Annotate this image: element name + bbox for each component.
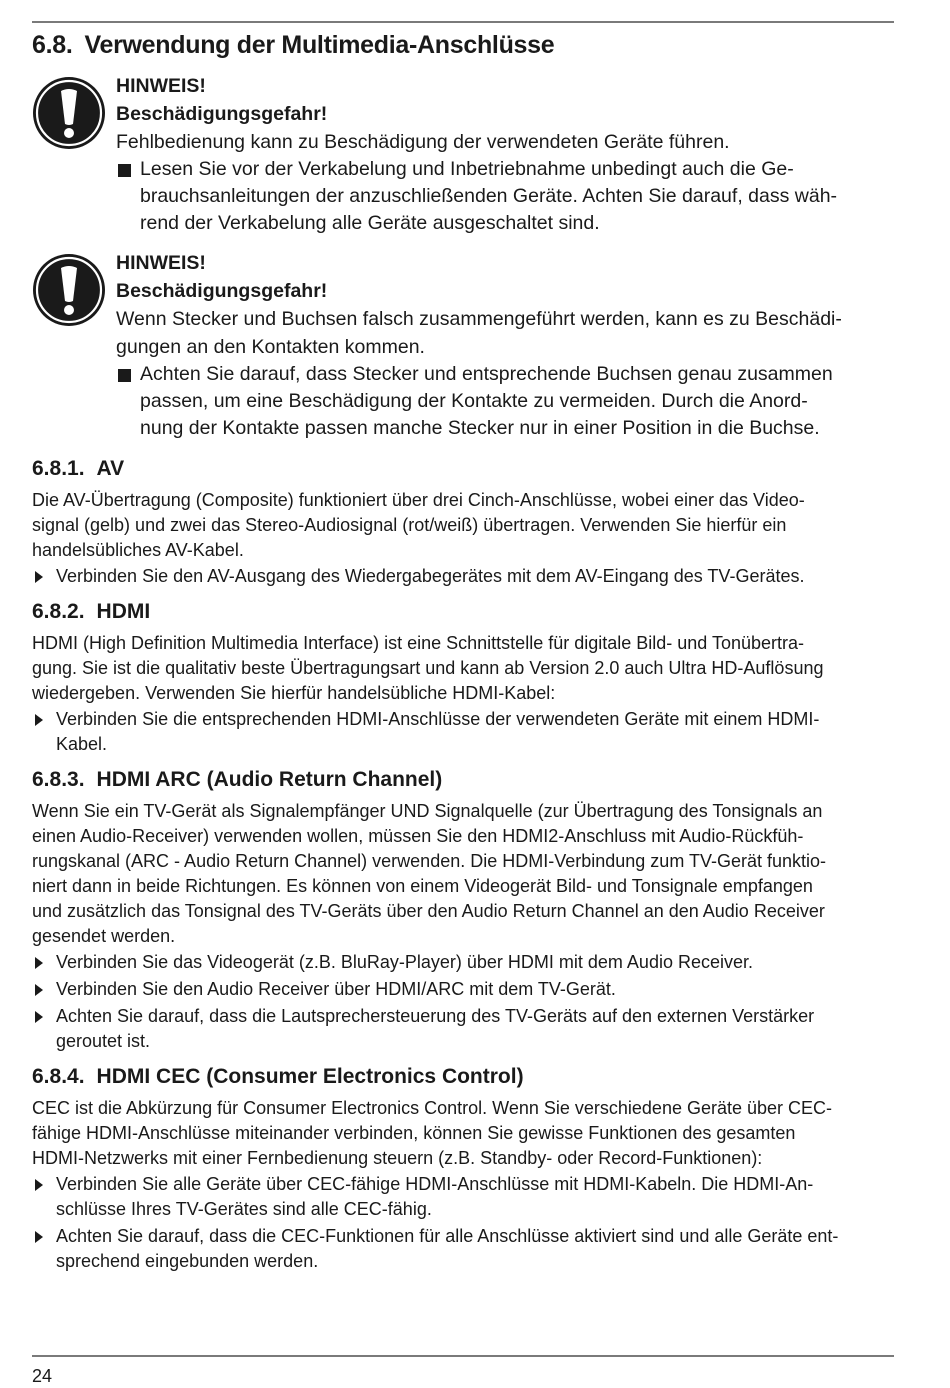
body-text-line: gesendet werden. bbox=[32, 926, 176, 946]
notice-box bbox=[32, 249, 894, 442]
triangle-bullet-icon bbox=[35, 1011, 43, 1023]
body-text-line: einen Audio-Receiver) verwenden wollen, müssen Sie den HDMI2-Anschluss mit Audio-Rückfüh- bbox=[32, 826, 804, 846]
subsections bbox=[32, 454, 894, 1274]
square-bullet-icon bbox=[118, 369, 131, 382]
body-text-line: wiedergeben. Verwenden Sie hierfür handelsübliche HDMI-Kabel: bbox=[32, 683, 556, 703]
instruction-item bbox=[32, 1004, 894, 1054]
square-bullet-icon bbox=[118, 164, 131, 177]
instruction-line: Kabel. bbox=[56, 734, 108, 754]
instruction-line: Verbinden Sie alle Geräte über CEC-fähige HDMI-Anschlüsse mit HDMI-Kabeln. Die HDMI-An- bbox=[56, 1174, 814, 1194]
instruction-item bbox=[32, 1224, 894, 1274]
subsection-title-text: AV bbox=[96, 457, 125, 480]
instruction-line: Verbinden Sie den AV-Ausgang des Wiedergabegerätes mit dem AV-Eingang des TV-Gerätes. bbox=[56, 566, 805, 586]
subsection-title-text: HDMI ARC (Audio Return Channel) bbox=[96, 768, 443, 791]
exclamation-warning-icon bbox=[32, 253, 106, 327]
notice-box bbox=[32, 72, 894, 237]
notice-list-text: nung der Kontakte passen manche Stecker nur in einer Position in die Buchse. bbox=[140, 417, 820, 439]
notice-heading: HINWEIS! bbox=[116, 75, 206, 97]
notice-list-text: Achten Sie darauf, dass Stecker und entsprechende Buchsen genau zusammen bbox=[140, 363, 833, 385]
instruction-list bbox=[32, 950, 894, 1054]
triangle-bullet-icon bbox=[35, 957, 43, 969]
notice-list-line bbox=[116, 210, 894, 237]
notice-text-line: Fehlbedienung kann zu Beschädigung der verwendeten Geräte führen. bbox=[116, 131, 730, 153]
page-number: 24 bbox=[32, 1366, 53, 1386]
instruction-line: Achten Sie darauf, dass die CEC-Funktionen für alle Anschlüsse aktiviert sind und alle Geräte ent- bbox=[56, 1226, 839, 1246]
section-title bbox=[32, 28, 894, 62]
instruction-item bbox=[32, 707, 894, 757]
exclamation-warning-icon bbox=[32, 76, 106, 150]
instruction-list bbox=[32, 564, 894, 589]
body-text-line: rungskanal (ARC - Audio Return Channel) verwenden. Die HDMI-Verbindung zum TV-Gerät funktio- bbox=[32, 851, 827, 871]
top-rule bbox=[32, 21, 894, 23]
subsection-title-text: HDMI bbox=[96, 600, 151, 623]
instruction-list bbox=[32, 707, 894, 757]
instruction-item bbox=[32, 977, 894, 1002]
subsection-number: 6.8.4. bbox=[32, 1065, 85, 1088]
instruction-line: geroutet ist. bbox=[56, 1031, 151, 1051]
instruction-item bbox=[32, 1172, 894, 1222]
notice-list-text: brauchsanleitungen der anzuschließenden Geräte. Achten Sie darauf, dass wäh- bbox=[140, 185, 838, 207]
body-text-line: und zusätzlich das Tonsignal des TV-Geräts über den Audio Return Channel an den Audio Receiver bbox=[32, 901, 825, 921]
body-text-line: signal (gelb) und zwei das Stereo-Audiosignal (rot/weiß) übertragen. Verwenden Sie hierfür ein bbox=[32, 515, 787, 535]
subsection-title bbox=[32, 454, 894, 484]
instruction-line: schlüsse Ihres TV-Gerätes sind alle CEC-fähig. bbox=[56, 1199, 432, 1219]
subsection-title-text: HDMI CEC (Consumer Electronics Control) bbox=[96, 1065, 524, 1088]
body-text-line: fähige HDMI-Anschlüsse miteinander verbinden, können Sie gewisse Funktionen des gesamten bbox=[32, 1123, 796, 1143]
notice-list-line bbox=[116, 361, 894, 388]
triangle-bullet-icon bbox=[35, 714, 43, 726]
subsection-number: 6.8.1. bbox=[32, 457, 85, 480]
notice-list-line bbox=[116, 183, 894, 210]
notice-list-line bbox=[116, 388, 894, 415]
notice-subheading: Beschädigungsgefahr! bbox=[116, 280, 328, 302]
instruction-line: Verbinden Sie die entsprechenden HDMI-Anschlüsse der verwendeten Geräte mit einem HDMI- bbox=[56, 709, 820, 729]
subsection-title bbox=[32, 1062, 894, 1092]
notice-text-line: Wenn Stecker und Buchsen falsch zusammengeführt werden, kann es zu Beschädi- bbox=[116, 308, 842, 330]
body-text-line: Die AV-Übertragung (Composite) funktioniert über drei Cinch-Anschlüsse, wobei einer das Video- bbox=[32, 490, 805, 510]
body-text-line: HDMI-Netzwerks mit einer Fernbedienung steuern (z.B. Standby- oder Record-Funktionen): bbox=[32, 1148, 763, 1168]
body-text-line: handelsübliches AV-Kabel. bbox=[32, 540, 244, 560]
subsection-title bbox=[32, 597, 894, 627]
subsection-title bbox=[32, 765, 894, 795]
subsection-number: 6.8.3. bbox=[32, 768, 85, 791]
notice-heading: HINWEIS! bbox=[116, 252, 206, 274]
notice-list-text: rend der Verkabelung alle Geräte ausgeschaltet sind. bbox=[140, 212, 600, 234]
instruction-item bbox=[32, 564, 894, 589]
triangle-bullet-icon bbox=[35, 571, 43, 583]
notices bbox=[32, 72, 894, 442]
bottom-rule bbox=[32, 1355, 894, 1357]
instruction-item bbox=[32, 950, 894, 975]
section-title-text: Verwendung der Multimedia-Anschlüsse bbox=[84, 31, 555, 59]
instruction-line: Achten Sie darauf, dass die Lautsprechersteuerung des TV-Geräts auf den externen Verstärker bbox=[56, 1006, 815, 1026]
instruction-line: Verbinden Sie den Audio Receiver über HDMI/ARC mit dem TV-Gerät. bbox=[56, 979, 616, 999]
triangle-bullet-icon bbox=[35, 1179, 43, 1191]
instruction-list bbox=[32, 1172, 894, 1274]
notice-subheading: Beschädigungsgefahr! bbox=[116, 103, 328, 125]
body-text-line: HDMI (High Definition Multimedia Interface) ist eine Schnittstelle für digitale Bild- und Tonübertra- bbox=[32, 633, 805, 653]
notice-list-text: Lesen Sie vor der Verkabelung und Inbetriebnahme unbedingt auch die Ge- bbox=[140, 158, 794, 180]
notice-list-line bbox=[116, 156, 894, 183]
subsection-number: 6.8.2. bbox=[32, 600, 85, 623]
section-number: 6.8. bbox=[32, 31, 73, 59]
notice-list-line bbox=[116, 415, 894, 442]
page-content bbox=[32, 28, 894, 1276]
body-text-line: niert dann in beide Richtungen. Es können von einem Videogerät Bild- und Tonsignale empfangen bbox=[32, 876, 813, 896]
instruction-line: Verbinden Sie das Videogerät (z.B. BluRay-Player) über HDMI mit dem Audio Receiver. bbox=[56, 952, 753, 972]
instruction-line: sprechend eingebunden werden. bbox=[56, 1251, 319, 1271]
notice-text-line: gungen an den Kontakten kommen. bbox=[116, 336, 425, 358]
notice-list-text: passen, um eine Beschädigung der Kontakte zu vermeiden. Durch die Anord- bbox=[140, 390, 808, 412]
body-text-line: Wenn Sie ein TV-Gerät als Signalempfänger UND Signalquelle (zur Übertragung des Tonsignals an bbox=[32, 801, 823, 821]
body-text-line: gung. Sie ist die qualitativ beste Übertragungsart und kann ab Version 2.0 auch Ultra HD-Auflösung bbox=[32, 658, 824, 678]
triangle-bullet-icon bbox=[35, 1231, 43, 1243]
body-text-line: CEC ist die Abkürzung für Consumer Electronics Control. Wenn Sie verschiedene Geräte über CEC- bbox=[32, 1098, 833, 1118]
triangle-bullet-icon bbox=[35, 984, 43, 996]
